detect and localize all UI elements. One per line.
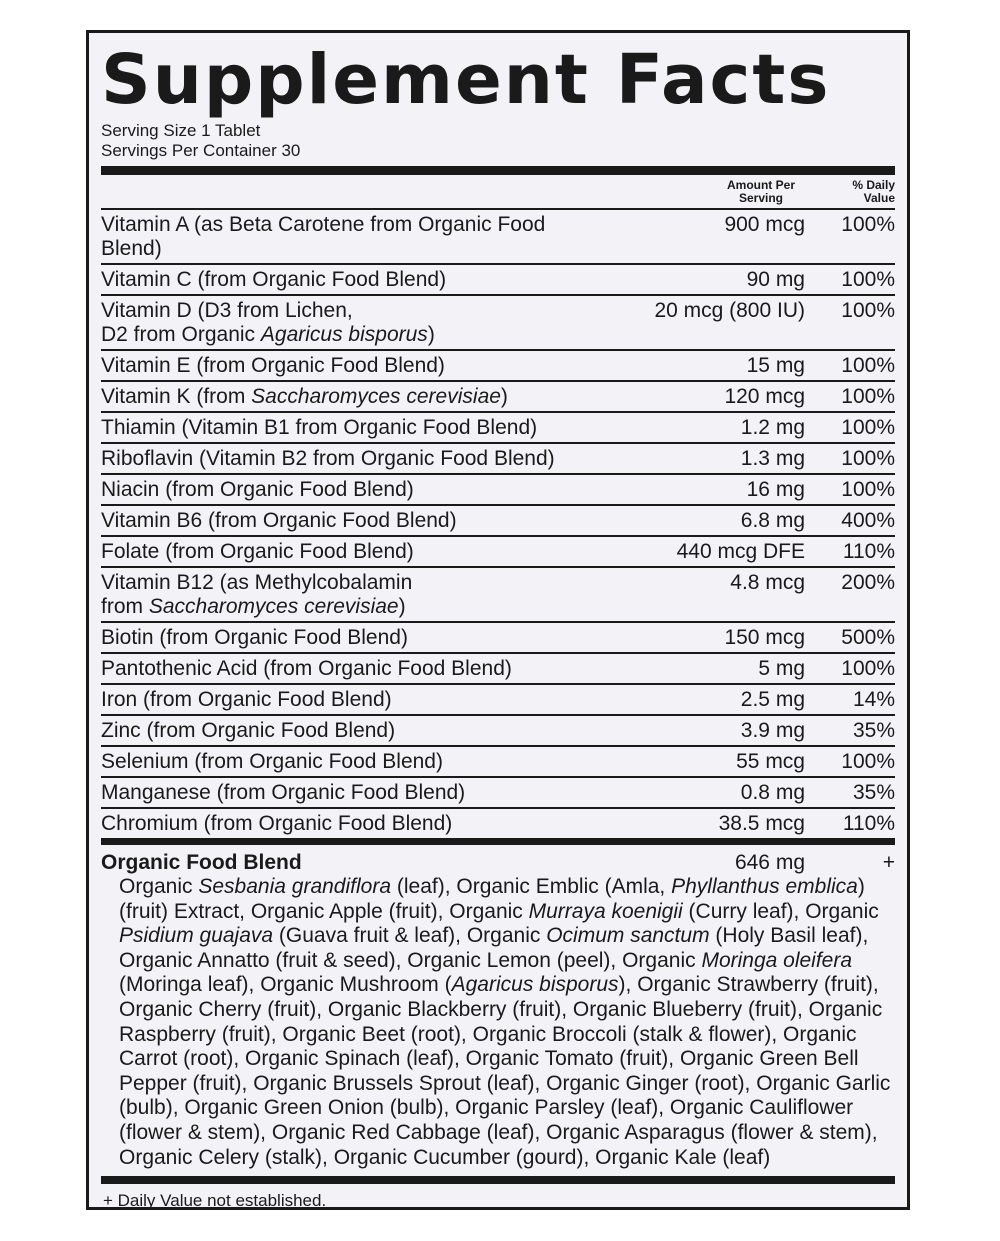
nutrient-amount: 440 mcg DFE: [676, 540, 805, 563]
nutrient-dv: 35%: [852, 719, 895, 742]
nutrient-name-text: Biotin (from Organic Food Blend): [101, 626, 408, 649]
nutrient-name: [101, 657, 605, 681]
nutrient-name-text: Chromium (from Organic Food Blend): [101, 812, 453, 835]
nutrient-dv: 100%: [841, 447, 895, 470]
nutrient-row: [101, 809, 895, 838]
nutrient-row: [101, 351, 895, 382]
nutrient-name: [101, 540, 605, 564]
nutrient-amount: 900 mcg: [724, 213, 805, 236]
nutrient-name: [101, 447, 605, 471]
nutrient-name: [101, 509, 605, 533]
ingredient-text: (Curry leaf), Organic: [682, 899, 879, 923]
nutrient-dv: 500%: [841, 626, 895, 649]
nutrient-row: [101, 475, 895, 506]
nutrient-name-text: Niacin (from Organic Food Blend): [101, 478, 414, 501]
nutrient-dv: 110%: [842, 812, 895, 835]
servings-per-container: Servings Per Container 30: [101, 141, 301, 160]
nutrient-amount: 120 mcg: [724, 385, 805, 408]
nutrient-row: [101, 747, 895, 778]
nutrient-dv: 100%: [841, 657, 895, 680]
nutrient-dv: 100%: [841, 268, 895, 291]
nutrient-row: [101, 623, 895, 654]
nutrient-row: [101, 778, 895, 809]
nutrient-name: [101, 268, 605, 292]
nutrient-name: [101, 719, 605, 743]
ingredient-italic: Moringa oleifera: [701, 948, 853, 972]
dv-header-line2: Value: [863, 191, 895, 205]
dv-header-line1: % Daily: [852, 178, 895, 192]
blend-ingredients: [101, 875, 895, 1176]
nutrient-amount: 150 mcg: [724, 626, 805, 649]
nutrient-name-text: Folate (from Organic Food Blend): [101, 540, 414, 563]
ingredient-italic: Agaricus bisporus: [451, 973, 619, 997]
nutrient-name-text: Vitamin E (from Organic Food Blend): [101, 354, 445, 377]
blend-amount: 646 mg: [734, 851, 805, 874]
nutrient-dv: 35%: [852, 781, 895, 804]
ingredient-text: ) (fruit) Extract, Organic Apple (fruit), Organic: [119, 875, 865, 923]
nutrient-row: [101, 506, 895, 537]
nutrient-dv: 100%: [841, 354, 895, 377]
amount-header-line2: Serving: [738, 191, 783, 205]
nutrient-name-italic: Saccharomyces cerevisiae: [251, 385, 501, 408]
nutrient-amount: 55 mcg: [736, 750, 805, 773]
nutrient-name: [101, 213, 605, 261]
footnote: + Daily Value not established.: [103, 1191, 327, 1211]
nutrient-name-italic: Agaricus bisporus: [260, 323, 428, 346]
ingredient-text: Organic: [119, 875, 199, 898]
nutrient-name-text: Vitamin C (from Organic Food Blend): [101, 268, 447, 291]
nutrient-name-text: from: [101, 595, 149, 618]
nutrient-dv: 100%: [841, 750, 895, 773]
nutrient-row: [101, 568, 895, 623]
ingredient-italic: Ocimum sanctum: [546, 924, 710, 948]
nutrient-dv: 100%: [841, 385, 895, 408]
nutrient-dv: 100%: [841, 299, 895, 322]
nutrient-amount: 2.5 mg: [740, 688, 805, 711]
nutrient-name: [101, 571, 605, 619]
nutrient-amount: 90 mg: [746, 268, 805, 291]
nutrient-dv: 110%: [842, 540, 895, 563]
nutrient-name-text: Iron (from Organic Food Blend): [101, 688, 392, 711]
nutrient-amount: 6.8 mg: [740, 509, 805, 532]
nutrient-amount: 5 mg: [758, 657, 805, 680]
ingredient-text: (Holy Basil leaf), Organic Annatto (fruit & seed), Organic Lemon (peel), Organic: [119, 924, 869, 972]
serving-size: Serving Size 1 Tablet: [101, 121, 261, 140]
blend-dv: +: [882, 851, 895, 874]
nutrient-name: [101, 812, 605, 836]
nutrient-row: [101, 210, 895, 265]
nutrient-amount: 20 mcg (800 IU): [654, 299, 805, 322]
nutrient-dv: 100%: [841, 478, 895, 501]
nutrient-row: [101, 265, 895, 296]
ingredient-text: ), Organic Strawberry (fruit), Organic Cherry (fruit), Organic Blackberry (fruit), Organic Blueberry (fruit), Organic Raspberry (fruit), Organic Beet (root), Organic Broccoli (stalk & flower), Organic Carrot (root), Organic Spinach (leaf), Organic Tomato (fruit), Organic Green Bell Pepper (fruit), Organic Brussels Sprout (leaf), Organic Ginger (root), Organic Garlic (bulb), Organic Green Onion (bulb), Organic Parsley (leaf), Organic Cauliflower (flower & stem), Organic Red Cabbage (leaf), Organic Asparagus (flower & stem), Organic Celery (stalk), Organic Cucumber (gourd), Organic Kale (leaf): [119, 973, 891, 1169]
nutrient-name-text: Vitamin B6 (from Organic Food Blend): [101, 509, 457, 532]
nutrient-row: [101, 685, 895, 716]
ingredient-italic: Sesbania grandiflora: [198, 875, 392, 898]
nutrient-name-line1: Vitamin B12 (as Methylcobalamin: [101, 571, 413, 594]
amount-header: [711, 179, 811, 205]
nutrient-name: [101, 478, 605, 502]
nutrient-dv: 100%: [841, 416, 895, 439]
amount-header-line1: Amount Per: [726, 178, 795, 192]
nutrient-dv: 14%: [852, 688, 895, 711]
supplement-facts-panel: [86, 30, 910, 1210]
nutrient-dv: 400%: [841, 509, 895, 532]
blend-row: [101, 845, 895, 875]
ingredient-italic: Phyllanthus emblica: [671, 875, 858, 898]
ingredient-text: (leaf), Organic Emblic (Amla,: [391, 875, 672, 898]
nutrient-name: [101, 299, 605, 347]
nutrient-dv: 200%: [841, 571, 895, 594]
nutrient-row: [101, 654, 895, 685]
nutrient-name-italic: Saccharomyces cerevisiae: [148, 595, 399, 618]
nutrient-name: [101, 750, 605, 774]
nutrient-row: [101, 716, 895, 747]
nutrient-name-line2: [101, 323, 605, 347]
nutrient-name-text: ): [500, 385, 508, 408]
nutrient-name-text: Pantothenic Acid (from Organic Food Blend): [101, 657, 512, 680]
nutrient-name-text: Riboflavin (Vitamin B2 from Organic Food Blend): [101, 447, 555, 470]
nutrient-name: [101, 781, 605, 805]
nutrient-name-text: Thiamin (Vitamin B1 from Organic Food Blend): [101, 416, 538, 439]
nutrient-amount: 15 mg: [746, 354, 805, 377]
nutrient-amount: 38.5 mcg: [718, 812, 805, 835]
nutrient-amount: 16 mg: [746, 478, 805, 501]
nutrient-name: [101, 626, 605, 650]
nutrient-name: [101, 416, 605, 440]
nutrient-name-text: Zinc (from Organic Food Blend): [101, 719, 396, 742]
nutrient-amount: 1.3 mg: [740, 447, 805, 470]
ingredient-text: (Moringa leaf), Organic Mushroom (: [119, 973, 452, 997]
nutrient-name: [101, 385, 605, 409]
blend-divider: [101, 838, 895, 845]
nutrient-name-text: ): [398, 595, 406, 618]
nutrient-name: [101, 354, 605, 378]
nutrient-row: [101, 382, 895, 413]
nutrient-name-text: Selenium (from Organic Food Blend): [101, 750, 443, 773]
nutrient-name-text: Vitamin A (as Beta Carotene from Organic Food Blend): [101, 213, 546, 260]
nutrient-name-text: D2 from Organic: [101, 323, 261, 346]
nutrient-name-line2: [101, 595, 605, 619]
panel-title: Supplement Facts: [101, 40, 831, 120]
nutrient-name-line1: Vitamin D (D3 from Lichen,: [101, 299, 353, 322]
ingredient-text: (Guava fruit & leaf), Organic: [273, 924, 547, 948]
ingredient-italic: Murraya koenigii: [528, 899, 683, 923]
thick-divider: [101, 166, 895, 175]
nutrient-amount: 0.8 mg: [740, 781, 805, 804]
nutrient-amount: 1.2 mg: [740, 416, 805, 439]
column-header: [101, 175, 895, 208]
nutrient-row: [101, 444, 895, 475]
nutrient-name-text: ): [427, 323, 435, 346]
nutrient-row: [101, 413, 895, 444]
nutrient-amount: 4.8 mcg: [730, 571, 805, 594]
nutrient-row: [101, 537, 895, 568]
nutrient-amount: 3.9 mg: [740, 719, 805, 742]
nutrient-name-text: Vitamin K (from: [101, 385, 252, 408]
nutrient-table: [101, 210, 895, 838]
blend-name: Organic Food Blend: [101, 851, 302, 874]
ingredient-italic: Psidium guajava: [119, 924, 274, 948]
nutrient-name: [101, 688, 605, 712]
nutrient-dv: 100%: [841, 213, 895, 236]
nutrient-name-text: Manganese (from Organic Food Blend): [101, 781, 466, 804]
dv-header: [811, 179, 895, 205]
bottom-divider: [101, 1176, 895, 1184]
nutrient-row: [101, 296, 895, 351]
